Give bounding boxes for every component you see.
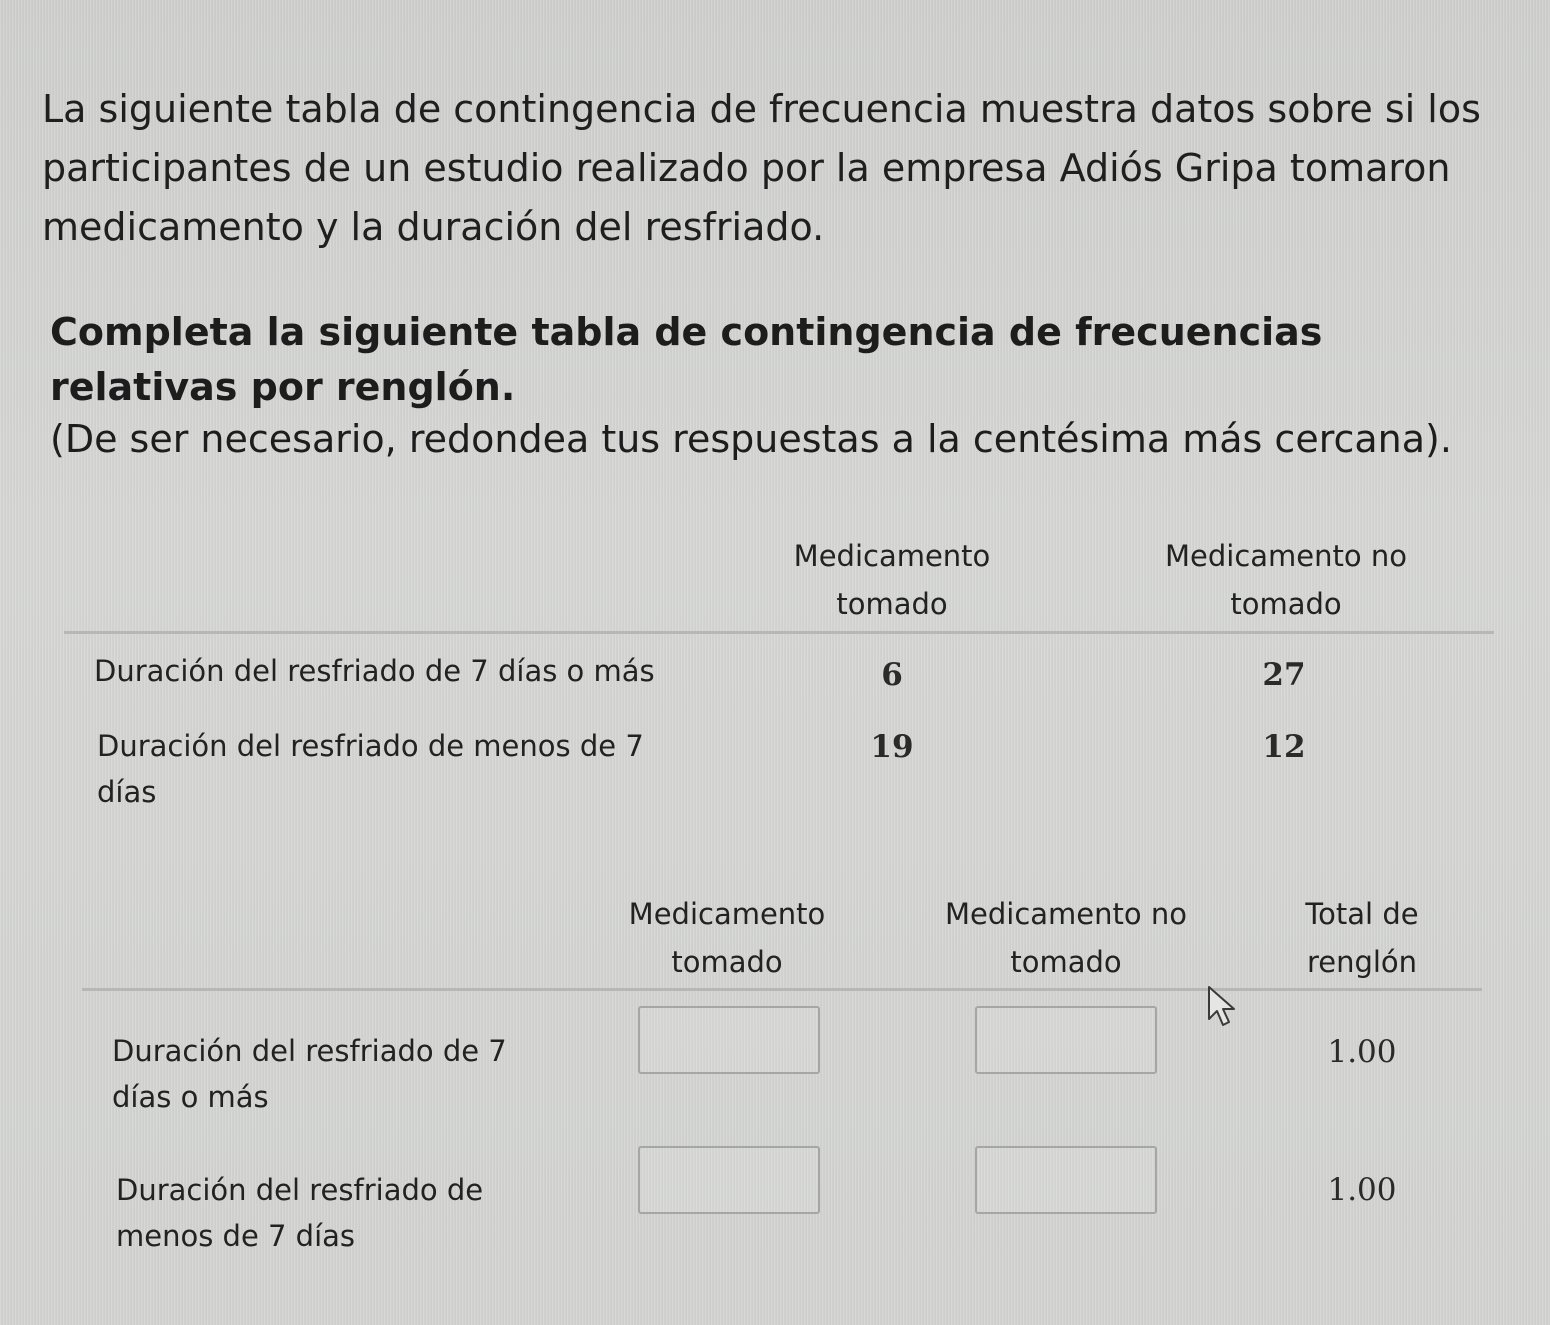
- rel-input-r1-taken[interactable]: [638, 1006, 820, 1074]
- freq-row-label-7-or-more: Duración del resfriado de 7 días o más: [94, 654, 655, 688]
- freq-row-label-less-than-7: Duración del resfriado de menos de 7 días: [97, 729, 644, 809]
- freq-cell-r1-not-taken: 27: [1262, 657, 1306, 693]
- freq-cell-r1-taken: 6: [881, 657, 903, 693]
- rel-col-header-not-taken: Medicamento no tomado: [945, 897, 1187, 979]
- freq-header-rule: [64, 631, 1494, 634]
- freq-col-header-not-taken: Medicamento no tomado: [1165, 539, 1407, 621]
- rel-input-r2-taken[interactable]: [638, 1146, 820, 1214]
- rel-row-label-7-or-more: Duración del resfriado de 7 días o más: [112, 1034, 507, 1114]
- problem-instruction: Completa la siguiente tabla de contingencia de frecuencias relativas por renglón.: [50, 310, 1323, 409]
- rel-col-header-taken: Medicamento tomado: [628, 897, 826, 979]
- freq-col-header-taken: Medicamento tomado: [793, 539, 991, 621]
- rel-input-r1-not-taken[interactable]: [975, 1006, 1157, 1074]
- rel-header-rule: [82, 988, 1482, 991]
- rel-col-header-row-total: Total de renglón: [1305, 897, 1419, 979]
- rounding-note: (De ser necesario, redondea tus respuestas a la centésima más cercana).: [50, 417, 1452, 461]
- problem-intro: La siguiente tabla de contingencia de frecuencia muestra datos sobre si los participantes de un estudio realizado por la empresa Adiós Gripa tomaron medicamento y la duración del resfriado.: [42, 87, 1481, 249]
- rel-input-r2-not-taken[interactable]: [975, 1146, 1157, 1214]
- arrow-cursor-icon: [1206, 985, 1242, 1029]
- rel-total-r1: 1.00: [1327, 1034, 1397, 1070]
- freq-cell-r2-not-taken: 12: [1262, 729, 1306, 765]
- rel-row-label-less-than-7: Duración del resfriado de menos de 7 días: [116, 1173, 484, 1253]
- freq-cell-r2-taken: 19: [870, 729, 914, 765]
- rel-total-r2: 1.00: [1327, 1172, 1397, 1208]
